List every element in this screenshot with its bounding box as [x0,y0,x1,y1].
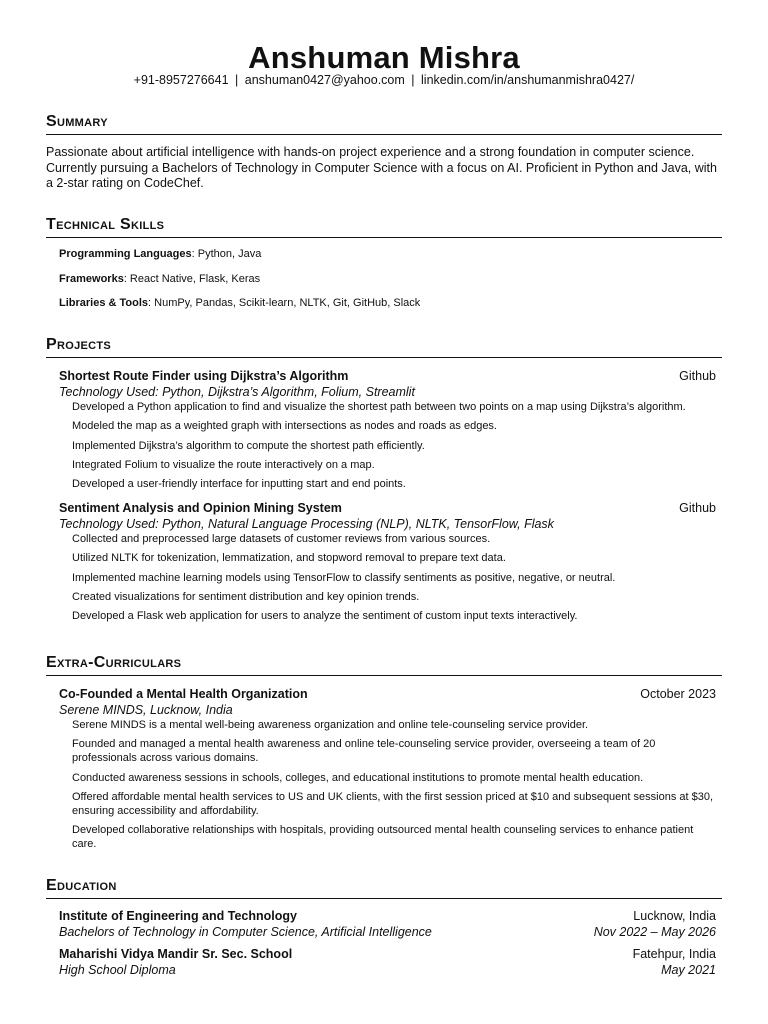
education-dates: May 2021 [661,963,716,977]
email-address: anshuman0427@yahoo.com [244,73,405,87]
list-item: Integrated Folium to visualize the route interactively on a map. [72,458,375,471]
project-title: Sentiment Analysis and Opinion Mining System [59,501,342,516]
school-name: Institute of Engineering and Technology [59,909,297,923]
list-item: Created visualizations for sentiment distribution and key opinion trends. [72,591,420,604]
section-heading-education: Education [46,877,722,899]
github-link[interactable]: Github [679,369,716,383]
list-item: Collected and preprocessed large datasets of customer reviews from various sources. [72,533,491,546]
extracurriculars-section [46,654,722,856]
school-location: Fatehpur, India [632,947,716,961]
separator: | [411,73,415,87]
project-title: Shortest Route Finder using Dijkstra’s Algorithm [59,369,349,383]
separator: | [235,73,239,87]
section-heading-skills: Technical Skills [46,216,722,238]
activity-title: Co-Founded a Mental Health Organization [59,687,308,701]
list-item: Developed a user-friendly interface for inputting start and end points. [72,478,406,491]
candidate-name: Anshuman Mishra [248,40,520,75]
projects-section [46,336,722,629]
linkedin-link[interactable]: linkedin.com/in/anshumanmishra0427/ [421,73,635,87]
education-entry [59,908,716,940]
github-link[interactable]: Github [679,501,716,516]
list-item: Conducted awareness sessions in schools, colleges, and educational institutions to promote mental health education. [72,771,644,784]
organization-name: Serene MINDS, Lucknow, India [59,703,233,717]
contact-line [0,73,768,87]
list-item: Founded and managed a mental health awareness and online tele-counseling service provider, overseeing a team of 20 professionals across various domains. [72,738,656,765]
degree-name: Bachelors of Technology in Computer Science, Artificial Intelligence [59,925,432,939]
phone-number: +91-8957276641 [133,73,229,87]
project-entry [59,368,716,491]
list-item: Implemented machine learning models using TensorFlow to classify sentiments as positive, negative, or neutral. [72,571,616,584]
section-heading-projects: Projects [46,336,722,358]
skill-line: Programming Languages: Python, Java [59,248,262,260]
list-item: Developed a Flask web application for users to analyze the sentiment of custom input texts interactively. [72,610,578,623]
list-item: Modeled the map as a weighted graph with intersections as nodes and roads as edges. [72,420,497,433]
project-tech: Technology Used: Python, Dijkstra’s Algorithm, Folium, Streamlit [59,385,415,399]
project-entry [59,500,716,623]
school-name: Maharishi Vidya Mandir Sr. Sec. School [59,947,293,961]
list-item: Utilized NLTK for tokenization, lemmatization, and stopword removal to prepare text data. [72,552,506,565]
school-location: Lucknow, India [633,909,716,923]
project-tech: Technology Used: Python, Natural Language Processing (NLP), NLTK, TensorFlow, Flask [59,517,554,532]
skills-section [46,216,722,321]
section-heading-summary: Summary [46,113,722,135]
list-item: Serene MINDS is a mental well-being awareness organization and online tele-counseling service provider. [72,719,589,731]
summary-text: Passionate about artificial intelligence with hands-on project experience and a strong foundation in computer science. Currently pursuing a Bachelors of Technology in Computer Science with a focus on AI. Proficient in Python and Java, with a 2-star rating on CodeChef. [46,145,717,190]
summary-section [46,113,722,192]
degree-name: High School Diploma [59,963,176,977]
skill-line: Frameworks: React Native, Flask, Keras [59,272,261,285]
education-entry [59,946,716,978]
list-item: Developed collaborative relationships with hospitals, providing outsourced mental health counseling services to enhance patient care. [72,824,694,851]
education-dates: Nov 2022 – May 2026 [593,925,716,939]
activity-date: October 2023 [640,687,716,701]
list-item: Offered affordable mental health services to US and UK clients, with the first session priced at $10 and subsequent sessions at $30, ensuring accessibility and affordability. [72,790,714,817]
education-section [46,877,722,978]
section-heading-extracurriculars: Extra-Curriculars [46,654,722,676]
list-item: Developed a Python application to find and visualize the shortest path between two points on a map using Dijkstra’s algorithm. [72,401,686,413]
skill-line: Libraries & Tools: NumPy, Pandas, Scikit-learn, NLTK, Git, GitHub, Slack [59,297,421,309]
list-item: Implemented Dijkstra’s algorithm to compute the shortest path efficiently. [72,439,425,452]
extracurricular-entry [59,686,716,851]
